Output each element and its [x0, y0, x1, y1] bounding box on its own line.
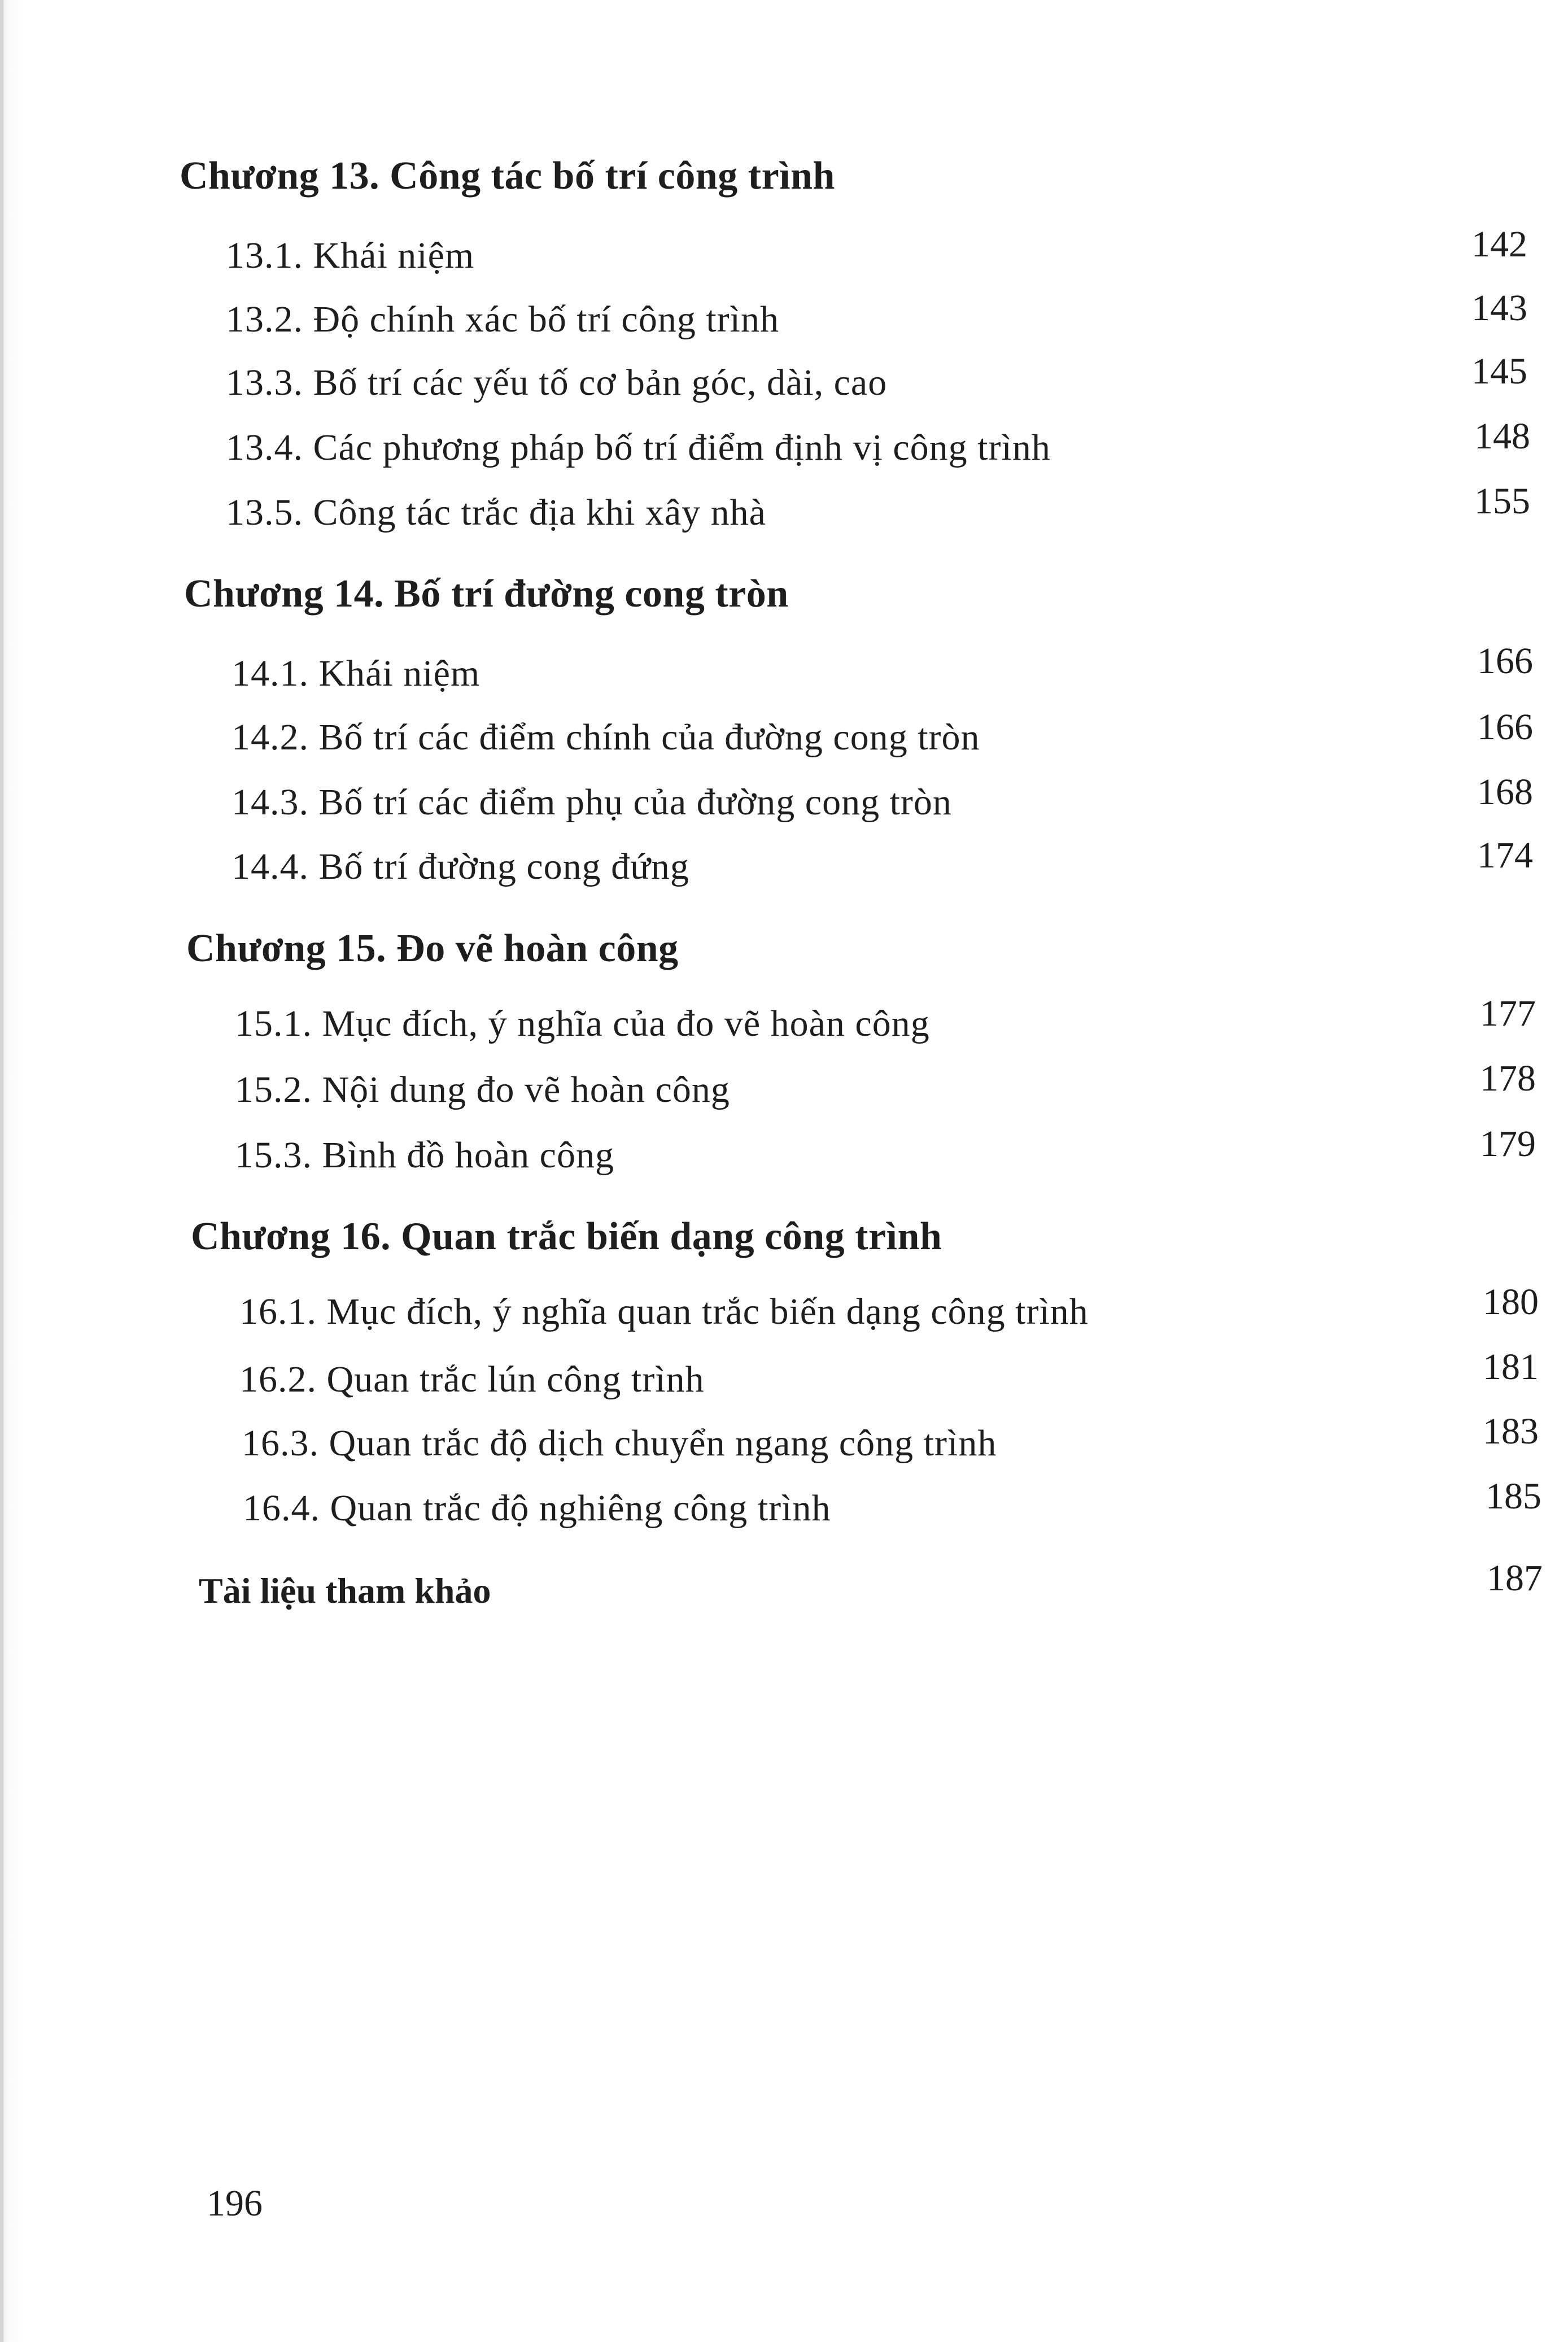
- toc-page-16-3: 183: [1483, 1411, 1539, 1452]
- toc-entry-14-3: 14.3. Bố trí các điểm phụ của đường cong tròn: [232, 782, 952, 823]
- chapter-15-title: Chương 15. Đo vẽ hoàn công: [186, 927, 679, 970]
- toc-entry-14-1: 14.1. Khái niệm: [232, 653, 481, 694]
- toc-entry-16-3: 16.3. Quan trắc độ dịch chuyển ngang công trình: [242, 1423, 997, 1464]
- toc-page-14-4: 174: [1477, 835, 1533, 876]
- page-number: 196: [207, 2183, 263, 2224]
- toc-entry-13-1: 13.1. Khái niệm: [226, 235, 475, 276]
- toc-entry-15-1: 15.1. Mục đích, ý nghĩa của đo vẽ hoàn công: [235, 1003, 930, 1044]
- toc-page-13-3: 145: [1471, 351, 1527, 392]
- toc-page-16-4: 185: [1486, 1476, 1541, 1517]
- toc-page-13-5: 155: [1474, 481, 1530, 522]
- toc-page-13-1: 142: [1471, 224, 1527, 265]
- toc-entry-13-3: 13.3. Bố trí các yếu tố cơ bản góc, dài, cao: [226, 362, 888, 403]
- references-title: Tài liệu tham khảo: [199, 1571, 491, 1611]
- toc-page-14-3: 168: [1477, 771, 1533, 813]
- toc-entry-13-2: 13.2. Độ chính xác bố trí công trình: [226, 299, 779, 340]
- references-page: 187: [1487, 1558, 1543, 1599]
- toc-entry-14-4: 14.4. Bố trí đường cong đứng: [232, 846, 689, 887]
- toc-entry-14-2: 14.2. Bố trí các điểm chính của đường cong tròn: [232, 717, 980, 758]
- toc-page-14-2: 166: [1477, 706, 1533, 748]
- chapter-14-title: Chương 14. Bố trí đường cong tròn: [184, 572, 789, 616]
- toc-entry-16-4: 16.4. Quan trắc độ nghiêng công trình: [243, 1488, 831, 1529]
- toc-page-15-2: 178: [1480, 1058, 1536, 1099]
- toc-page-14-1: 166: [1477, 640, 1533, 682]
- toc-page-15-1: 177: [1480, 993, 1536, 1034]
- toc-page-13-2: 143: [1471, 287, 1527, 329]
- toc-entry-16-2: 16.2. Quan trắc lún công trình: [239, 1359, 705, 1400]
- toc-page-16-1: 180: [1483, 1281, 1539, 1323]
- toc-entry-15-3: 15.3. Bình đồ hoàn công: [235, 1135, 614, 1176]
- toc-entry-16-1: 16.1. Mục đích, ý nghĩa quan trắc biến dạng công trình: [239, 1291, 1089, 1332]
- toc-entry-13-5: 13.5. Công tác trắc địa khi xây nhà: [226, 492, 766, 533]
- toc-entry-15-2: 15.2. Nội dung đo vẽ hoàn công: [235, 1069, 730, 1110]
- toc-entry-13-4: 13.4. Các phương pháp bố trí điểm định vị công trình: [226, 427, 1051, 468]
- toc-page-13-4: 148: [1474, 416, 1530, 457]
- chapter-16-title: Chương 16. Quan trắc biến dạng công trình: [191, 1215, 942, 1258]
- toc-page-16-2: 181: [1483, 1346, 1539, 1388]
- chapter-13-title: Chương 13. Công tác bố trí công trình: [180, 154, 835, 198]
- toc-page-15-3: 179: [1480, 1123, 1536, 1165]
